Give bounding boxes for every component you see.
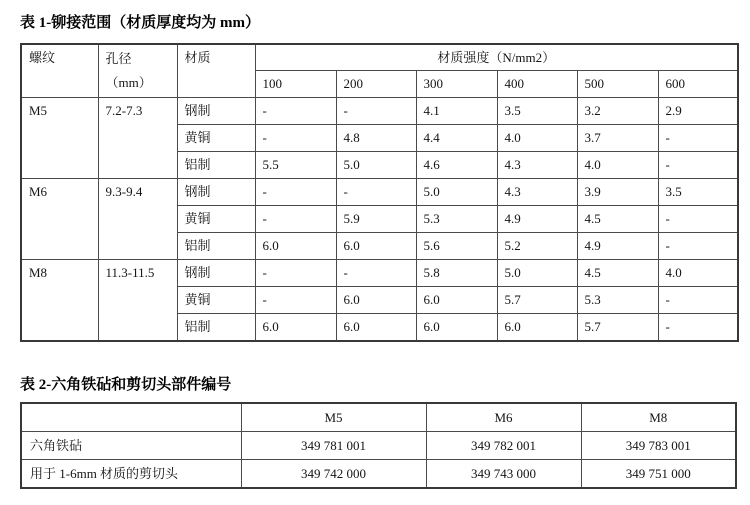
- value-cell: 6.0: [336, 287, 416, 314]
- value-cell: -: [658, 314, 738, 342]
- thread-cell: M8: [21, 260, 98, 342]
- strength-col-header: 100: [255, 71, 336, 98]
- value-cell: -: [658, 152, 738, 179]
- thread-cell: M6: [21, 179, 98, 260]
- value-cell: 4.3: [497, 152, 577, 179]
- material-cell: 黄铜: [177, 125, 255, 152]
- material-cell: 铝制: [177, 233, 255, 260]
- value-cell: 4.1: [416, 98, 497, 125]
- hole-diameter-cell: 9.3-9.4: [98, 179, 177, 260]
- value-cell: -: [336, 179, 416, 206]
- value-cell: 3.9: [577, 179, 658, 206]
- col-header-strength: 材质强度（N/mm2）: [255, 44, 738, 71]
- strength-col-header: 300: [416, 71, 497, 98]
- material-cell: 铝制: [177, 314, 255, 342]
- material-cell: 钢制: [177, 98, 255, 125]
- part-number-cell: 349 743 000: [426, 460, 581, 489]
- material-cell: 钢制: [177, 179, 255, 206]
- row-label-shear-head: 用于 1-6mm 材质的剪切头: [21, 460, 241, 489]
- strength-col-header: 400: [497, 71, 577, 98]
- value-cell: 4.4: [416, 125, 497, 152]
- value-cell: 4.8: [336, 125, 416, 152]
- col-header-m5: M5: [241, 403, 426, 432]
- value-cell: 6.0: [255, 314, 336, 342]
- col-header-hole-diameter: [98, 44, 177, 98]
- riveting-range-table: [20, 43, 739, 342]
- part-number-table: [20, 402, 737, 489]
- value-cell: 5.2: [497, 233, 577, 260]
- value-cell: 5.9: [336, 206, 416, 233]
- value-cell: 5.0: [336, 152, 416, 179]
- material-cell: 钢制: [177, 260, 255, 287]
- value-cell: -: [336, 98, 416, 125]
- strength-col-header: 600: [658, 71, 738, 98]
- value-cell: -: [255, 125, 336, 152]
- value-cell: 5.0: [497, 260, 577, 287]
- col-header-m6: M6: [426, 403, 581, 432]
- value-cell: 3.5: [658, 179, 738, 206]
- table2-title: 表 2-六角铁砧和剪切头部件编号: [20, 377, 232, 393]
- value-cell: 5.7: [577, 314, 658, 342]
- value-cell: 5.8: [416, 260, 497, 287]
- part-number-cell: 349 742 000: [241, 460, 426, 489]
- value-cell: 6.0: [416, 314, 497, 342]
- value-cell: -: [658, 233, 738, 260]
- value-cell: 2.9: [658, 98, 738, 125]
- value-cell: 3.2: [577, 98, 658, 125]
- hole-diameter-label-line2: （mm）: [105, 75, 152, 90]
- part-number-cell: 349 783 001: [581, 432, 736, 460]
- value-cell: 5.3: [416, 206, 497, 233]
- value-cell: 5.7: [497, 287, 577, 314]
- col-header-thread: 螺纹: [21, 44, 98, 98]
- value-cell: 6.0: [497, 314, 577, 342]
- value-cell: 6.0: [336, 233, 416, 260]
- value-cell: -: [658, 125, 738, 152]
- strength-col-header: 200: [336, 71, 416, 98]
- value-cell: -: [255, 287, 336, 314]
- part-number-cell: 349 751 000: [581, 460, 736, 489]
- material-cell: 黄铜: [177, 206, 255, 233]
- value-cell: 6.0: [336, 314, 416, 342]
- hole-diameter-label-line1: 孔径: [105, 51, 132, 66]
- table-row: [21, 179, 738, 206]
- value-cell: -: [255, 98, 336, 125]
- value-cell: 3.5: [497, 98, 577, 125]
- col-header-material: 材质: [177, 44, 255, 98]
- table-row: [21, 260, 738, 287]
- value-cell: 4.5: [577, 206, 658, 233]
- value-cell: -: [255, 179, 336, 206]
- value-cell: 6.0: [255, 233, 336, 260]
- value-cell: -: [255, 206, 336, 233]
- value-cell: 4.9: [577, 233, 658, 260]
- value-cell: 3.7: [577, 125, 658, 152]
- thread-cell: M5: [21, 98, 98, 179]
- value-cell: 4.0: [497, 125, 577, 152]
- value-cell: 6.0: [416, 287, 497, 314]
- hole-diameter-cell: 7.2-7.3: [98, 98, 177, 179]
- hole-diameter-cell: 11.3-11.5: [98, 260, 177, 342]
- table-row: [21, 98, 738, 125]
- part-number-cell: 349 781 001: [241, 432, 426, 460]
- material-cell: 黄铜: [177, 287, 255, 314]
- value-cell: 4.6: [416, 152, 497, 179]
- table-row: [21, 460, 736, 489]
- value-cell: 4.0: [577, 152, 658, 179]
- value-cell: -: [658, 206, 738, 233]
- strength-col-header: 500: [577, 71, 658, 98]
- row-label-anvil: 六角铁砧: [21, 432, 241, 460]
- value-cell: 5.6: [416, 233, 497, 260]
- material-cell: 铝制: [177, 152, 255, 179]
- value-cell: -: [336, 260, 416, 287]
- value-cell: 5.3: [577, 287, 658, 314]
- value-cell: -: [658, 287, 738, 314]
- col-header-m8: M8: [581, 403, 736, 432]
- value-cell: 4.0: [658, 260, 738, 287]
- part-number-cell: 349 782 001: [426, 432, 581, 460]
- empty-header-cell: [21, 403, 241, 432]
- table1-title: 表 1-铆接范围（材质厚度均为 mm）: [20, 15, 260, 31]
- value-cell: 4.3: [497, 179, 577, 206]
- value-cell: 4.9: [497, 206, 577, 233]
- value-cell: 4.5: [577, 260, 658, 287]
- value-cell: -: [255, 260, 336, 287]
- value-cell: 5.0: [416, 179, 497, 206]
- value-cell: 5.5: [255, 152, 336, 179]
- table-row: [21, 403, 736, 432]
- table-row: [21, 432, 736, 460]
